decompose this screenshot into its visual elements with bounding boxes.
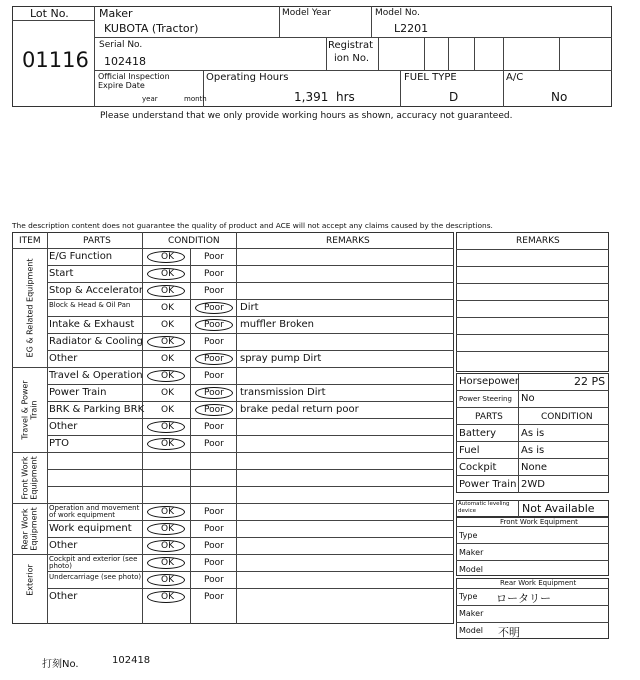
parts-header: PARTS bbox=[475, 412, 503, 422]
row-divider bbox=[47, 537, 454, 538]
part-label: Stop & Accelerator bbox=[49, 285, 144, 296]
condition-ok[interactable]: OK bbox=[161, 371, 174, 381]
rear-type-label: Type bbox=[459, 592, 478, 601]
condition-ok[interactable]: OK bbox=[161, 252, 174, 262]
row-divider bbox=[47, 333, 454, 334]
part-label: E/G Function bbox=[49, 251, 113, 262]
part-label: Cockpit and exterior (see photo) bbox=[49, 555, 138, 570]
condition-ok[interactable]: OK bbox=[161, 286, 174, 296]
row-divider bbox=[47, 282, 454, 283]
registration-label-2: ion No. bbox=[334, 53, 370, 64]
condition-ok[interactable]: OK bbox=[161, 507, 174, 517]
fuel-type-value: D bbox=[449, 90, 459, 104]
remark-text: spray pump Dirt bbox=[240, 353, 322, 364]
row-divider bbox=[47, 435, 454, 436]
remarks-panel-header: REMARKS bbox=[516, 236, 560, 246]
stamp-no: 102418 bbox=[112, 655, 151, 666]
part-label: Other bbox=[49, 421, 78, 432]
poor-circle-mark bbox=[195, 319, 233, 331]
condition-poor[interactable]: Poor bbox=[204, 269, 224, 279]
poor-circle-mark bbox=[195, 387, 233, 399]
remark-text: brake pedal return poor bbox=[240, 404, 359, 415]
condition-poor[interactable]: Poor bbox=[204, 286, 224, 296]
ok-circle-mark bbox=[147, 540, 185, 552]
remark-text: transmission Dirt bbox=[240, 387, 326, 398]
condition-ok[interactable]: OK bbox=[161, 320, 174, 330]
condition-ok[interactable]: OK bbox=[161, 575, 174, 585]
condition-ok[interactable]: OK bbox=[161, 303, 174, 313]
part-label: Power Train bbox=[49, 387, 107, 398]
ok-circle-mark bbox=[147, 285, 185, 297]
condition-poor[interactable]: Poor bbox=[204, 507, 224, 517]
condition-ok[interactable]: OK bbox=[161, 337, 174, 347]
group-divider bbox=[12, 367, 47, 368]
col-condition-header: CONDITION bbox=[168, 236, 220, 246]
remark-text: Dirt bbox=[240, 302, 259, 313]
battery-label: Battery bbox=[459, 428, 497, 439]
front-maker-label: Maker bbox=[459, 548, 484, 557]
ac-label: A/C bbox=[506, 72, 524, 83]
fuel-type-label: FUEL TYPE bbox=[404, 72, 457, 83]
item-group-label: Travel & Power Train bbox=[20, 379, 39, 440]
battery-value: As is bbox=[521, 428, 545, 439]
condition-ok[interactable]: OK bbox=[161, 541, 174, 551]
serial-no-label: Serial No. bbox=[99, 40, 143, 50]
power-train-value: 2WD bbox=[521, 479, 545, 490]
month-label: month bbox=[184, 95, 207, 103]
condition-poor[interactable]: Poor bbox=[204, 252, 224, 262]
row-divider bbox=[47, 350, 454, 351]
front-type-label: Type bbox=[459, 531, 478, 540]
inspection-label-2: Expire Date bbox=[98, 81, 145, 90]
condition-poor[interactable]: Poor bbox=[204, 354, 224, 364]
part-label: Travel & Operation bbox=[49, 370, 143, 381]
col-parts-header: PARTS bbox=[83, 236, 111, 246]
year-label: year bbox=[142, 95, 158, 103]
part-label: Block & Head & Oil Pan bbox=[49, 301, 131, 309]
power-steering-label: Power Steering bbox=[459, 395, 512, 403]
front-work-header: Front Work Equipment bbox=[500, 518, 578, 526]
row-divider bbox=[47, 401, 454, 402]
row-divider bbox=[47, 316, 454, 317]
ok-circle-mark bbox=[147, 438, 185, 450]
power-steering-value: No bbox=[521, 393, 535, 404]
condition-ok[interactable]: OK bbox=[161, 405, 174, 415]
poor-circle-mark bbox=[195, 302, 233, 314]
item-group-label: Exterior bbox=[25, 563, 34, 596]
row-divider bbox=[47, 418, 454, 419]
notice-description: The description content does not guarantee the quality of product and ACE will not accept any claims caused by the descriptions. bbox=[12, 221, 493, 230]
registration-label: Registrat bbox=[328, 40, 374, 51]
condition-poor[interactable]: Poor bbox=[204, 541, 224, 551]
condition-ok[interactable]: OK bbox=[161, 558, 174, 568]
ok-circle-mark bbox=[147, 574, 185, 586]
condition-ok[interactable]: OK bbox=[161, 524, 174, 534]
part-label: PTO bbox=[49, 438, 70, 449]
group-divider bbox=[12, 452, 47, 453]
condition-poor[interactable]: Poor bbox=[204, 558, 224, 568]
ok-circle-mark bbox=[147, 523, 185, 535]
row-divider bbox=[47, 520, 454, 521]
part-label: Operation and movement of work equipment bbox=[49, 504, 140, 519]
condition-ok[interactable]: OK bbox=[161, 422, 174, 432]
row-divider bbox=[47, 486, 454, 487]
condition-poor[interactable]: Poor bbox=[204, 303, 224, 313]
part-label: Intake & Exhaust bbox=[49, 319, 135, 330]
item-group-label: EG & Related Equipment bbox=[25, 258, 34, 357]
rear-type-value: ロータリー bbox=[496, 592, 551, 605]
auto-leveling-label-2: device bbox=[458, 508, 477, 514]
model-no-value: L2201 bbox=[394, 22, 429, 35]
part-label: Undercarriage (see photo) bbox=[49, 573, 142, 581]
row-divider bbox=[47, 571, 454, 572]
part-label: BRK & Parking BRK bbox=[49, 404, 145, 415]
row-divider bbox=[47, 299, 454, 300]
ok-circle-mark bbox=[147, 251, 185, 263]
maker-value: KUBOTA (Tractor) bbox=[104, 22, 199, 35]
inspection-label: Official Inspection bbox=[98, 72, 170, 81]
cockpit-label: Cockpit bbox=[459, 462, 497, 473]
ok-circle-mark bbox=[147, 268, 185, 280]
condition-ok[interactable]: OK bbox=[161, 388, 174, 398]
remark-text: muffler Broken bbox=[240, 319, 314, 330]
condition-poor[interactable]: Poor bbox=[204, 524, 224, 534]
condition-ok[interactable]: OK bbox=[161, 439, 174, 449]
auto-leveling-value: Not Available bbox=[522, 502, 595, 515]
part-label: Work equipment bbox=[49, 523, 132, 534]
part-label: Radiator & Cooling bbox=[49, 336, 143, 347]
condition-poor[interactable]: Poor bbox=[204, 405, 224, 415]
serial-no-value: 102418 bbox=[104, 55, 146, 68]
group-divider bbox=[12, 503, 47, 504]
power-train-label: Power Train bbox=[459, 479, 517, 490]
condition-poor[interactable]: Poor bbox=[204, 439, 224, 449]
lot-no-label: Lot No. bbox=[30, 7, 69, 20]
item-group-label: Rear Work Equipment bbox=[20, 506, 39, 551]
cockpit-value: None bbox=[521, 462, 548, 473]
row-divider bbox=[47, 588, 454, 589]
condition-ok[interactable]: OK bbox=[161, 269, 174, 279]
poor-circle-mark bbox=[195, 404, 233, 416]
ok-circle-mark bbox=[147, 336, 185, 348]
lot-no: 01116 bbox=[22, 48, 89, 72]
poor-circle-mark bbox=[195, 353, 233, 365]
horsepower-label: Horsepower bbox=[459, 376, 520, 387]
ok-circle-mark bbox=[147, 557, 185, 569]
row-divider bbox=[47, 367, 454, 368]
item-group-label: Front Work Equipment bbox=[20, 455, 39, 500]
ok-circle-mark bbox=[147, 421, 185, 433]
condition-ok[interactable]: OK bbox=[161, 592, 174, 602]
ok-circle-mark bbox=[147, 591, 185, 603]
condition-poor[interactable]: Poor bbox=[204, 592, 224, 602]
part-label: Other bbox=[49, 540, 78, 551]
stamp-label: 打刻No. bbox=[42, 659, 79, 670]
part-label: Other bbox=[49, 591, 78, 602]
condition-poor[interactable]: Poor bbox=[204, 371, 224, 381]
rear-model-value: 不明 bbox=[498, 626, 520, 639]
row-divider bbox=[47, 452, 454, 453]
rear-work-header: Rear Work Equipment bbox=[500, 579, 577, 587]
condition-poor[interactable]: Poor bbox=[204, 422, 224, 432]
condition-poor[interactable]: Poor bbox=[204, 337, 224, 347]
condition-poor[interactable]: Poor bbox=[204, 575, 224, 585]
part-label: Other bbox=[49, 353, 78, 364]
col-remarks-header: REMARKS bbox=[326, 236, 370, 246]
model-no-label: Model No. bbox=[375, 8, 420, 18]
auto-leveling-label: Automatic leveling bbox=[458, 501, 510, 507]
front-model-label: Model bbox=[459, 565, 484, 574]
fuel-value: As is bbox=[521, 445, 545, 456]
fuel-label: Fuel bbox=[459, 445, 480, 456]
horsepower-value: 22 PS bbox=[574, 375, 606, 388]
condition-poor[interactable]: Poor bbox=[204, 320, 224, 330]
ac-value: No bbox=[551, 90, 568, 104]
part-label: Start bbox=[49, 268, 74, 279]
operating-hours-label: Operating Hours bbox=[206, 72, 289, 83]
condition-poor[interactable]: Poor bbox=[204, 388, 224, 398]
ok-circle-mark bbox=[147, 370, 185, 382]
row-divider bbox=[47, 384, 454, 385]
condition-header: CONDITION bbox=[541, 412, 593, 422]
ok-circle-mark bbox=[147, 506, 185, 518]
group-divider bbox=[12, 554, 47, 555]
row-divider bbox=[47, 469, 454, 470]
col-item-header: ITEM bbox=[19, 236, 41, 246]
rear-maker-label: Maker bbox=[459, 609, 484, 618]
maker-label: Maker bbox=[99, 7, 133, 20]
model-year-label: Model Year bbox=[282, 8, 331, 18]
notice-hours: Please understand that we only provide working hours as shown, accuracy not guaranteed. bbox=[100, 111, 513, 121]
operating-hours-value: 1,391 bbox=[294, 90, 329, 104]
rear-model-label: Model bbox=[459, 626, 484, 635]
condition-ok[interactable]: OK bbox=[161, 354, 174, 364]
hours-unit: hrs bbox=[336, 90, 355, 104]
row-divider bbox=[47, 265, 454, 266]
